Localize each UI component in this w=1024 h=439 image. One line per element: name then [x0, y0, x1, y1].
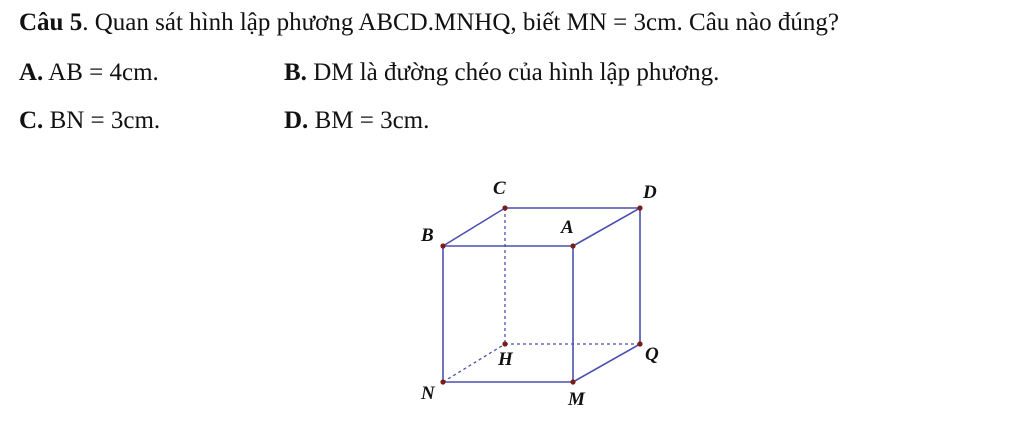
option-d-letter: D.: [284, 107, 309, 134]
vertex-A: [570, 243, 575, 248]
vertex-H: [502, 341, 507, 346]
option-c-letter: C.: [19, 107, 44, 134]
label-N: N: [421, 383, 435, 404]
vertex-Q: [637, 341, 642, 346]
question-number: Câu 5: [19, 9, 83, 36]
option-c-text: BN = 3cm.: [43, 107, 161, 134]
vertex-M: [570, 379, 575, 384]
option-b-letter: B.: [284, 59, 307, 86]
question-text: . Quan sát hình lập phương ABCD.MNHQ, biết MN = 3cm. Câu nào đúng?: [82, 9, 839, 36]
label-Q: Q: [645, 344, 659, 365]
vertex-C: [502, 205, 507, 210]
edge-AD: [573, 208, 640, 246]
option-d-text: BM = 3cm.: [308, 107, 430, 134]
label-B: B: [421, 225, 434, 246]
option-a-letter: A.: [19, 59, 44, 86]
edge-NH: [443, 344, 505, 382]
edge-MQ: [573, 344, 640, 382]
vertex-N: [440, 379, 445, 384]
option-b-text: DM là đường chéo của hình lập phương.: [306, 59, 720, 86]
label-H: H: [498, 349, 513, 370]
edge-BC: [443, 208, 505, 246]
label-D: D: [643, 182, 657, 203]
cube-vertices: [440, 205, 642, 384]
label-M: M: [568, 389, 585, 410]
cube-visible-edges: [443, 208, 640, 382]
cube-hidden-edges: [443, 208, 640, 382]
vertex-D: [637, 205, 642, 210]
label-C: C: [493, 178, 506, 199]
label-A: A: [561, 217, 574, 238]
option-a-text: AB = 4cm.: [43, 59, 159, 86]
vertex-B: [440, 243, 445, 248]
